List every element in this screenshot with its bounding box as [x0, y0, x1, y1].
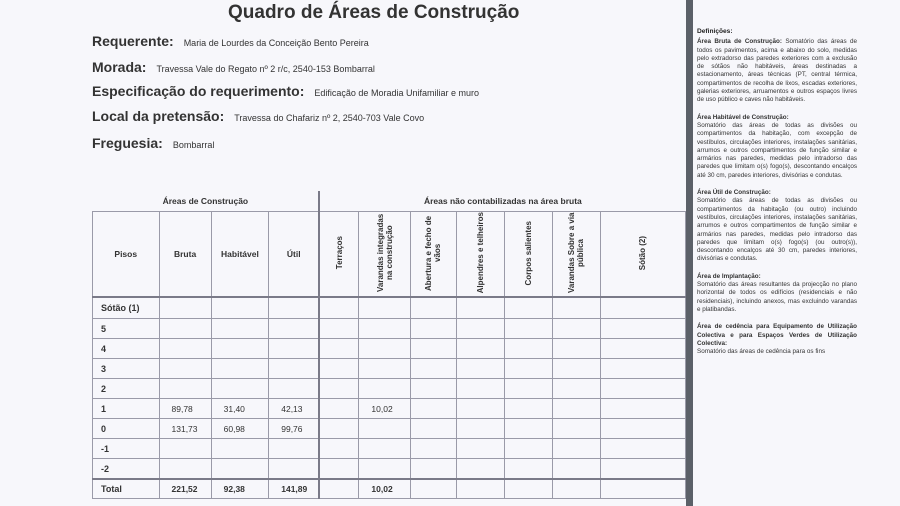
bruta-cell: [159, 439, 211, 459]
definition-title: Área Útil de Construção:: [697, 189, 771, 197]
col-sotao2: [600, 212, 685, 298]
field-label: Local da pretensão:: [92, 108, 225, 124]
alpendres-cell: [456, 339, 504, 359]
field-morada: [92, 59, 375, 75]
field-local: [92, 108, 424, 124]
col-corpos-label: Corpos salientes: [523, 220, 533, 286]
terracos-cell: [319, 439, 359, 459]
habitavel-cell: [211, 439, 269, 459]
alpendres-cell: [456, 297, 504, 319]
definition-title: Área Bruta de Construção:: [697, 38, 782, 46]
abertura-cell: [410, 459, 456, 480]
varandas-via-cell: [552, 419, 600, 439]
definition-text: Somatório das áreas de cedência para os fins: [697, 348, 826, 356]
corpos-cell: [504, 297, 552, 319]
habitavel-cell: 31,40: [211, 399, 269, 419]
table-row: [93, 399, 686, 419]
terracos-cell: [319, 339, 359, 359]
col-alpendres-label: Alpendres e telheiros: [475, 212, 485, 294]
col-terracos: [319, 212, 359, 298]
terracos-cell: [319, 479, 359, 499]
terracos-cell: [319, 419, 359, 439]
definition-title: Área de cedência para Equipamento de Utilização Colectiva e para Espaços Verdes de Utilização Colectiva:: [697, 323, 857, 347]
util-cell: [269, 359, 320, 379]
abertura-cell: [410, 339, 456, 359]
varandas-via-cell: [552, 339, 600, 359]
terracos-cell: [319, 297, 359, 319]
util-cell: [269, 319, 320, 339]
floor-cell: 0: [93, 419, 160, 439]
table-group-header: [93, 191, 686, 212]
util-cell: 42,13: [269, 399, 320, 419]
alpendres-cell: [456, 479, 504, 499]
table-row: [93, 319, 686, 339]
field-label: Freguesia:: [92, 135, 163, 151]
sotao2-cell: [600, 359, 685, 379]
definition-section: [697, 114, 857, 180]
habitavel-cell: 60,98: [211, 419, 269, 439]
floor-cell: Total: [93, 479, 160, 499]
util-cell: [269, 439, 320, 459]
varandas-via-cell: [552, 359, 600, 379]
habitavel-cell: 92,38: [211, 479, 269, 499]
bruta-cell: 221,52: [159, 479, 211, 499]
abertura-cell: [410, 399, 456, 419]
bruta-cell: [159, 379, 211, 399]
col-corpos: [504, 212, 552, 298]
definition-section: [697, 273, 857, 314]
table-row: [93, 339, 686, 359]
alpendres-cell: [456, 439, 504, 459]
habitavel-cell: [211, 319, 269, 339]
varandas-cell: [359, 379, 410, 399]
sotao2-cell: [600, 319, 685, 339]
varandas-via-cell: [552, 479, 600, 499]
col-abertura: [410, 212, 456, 298]
field-value: Travessa do Chafariz nº 2, 2540-703 Vale Covo: [234, 113, 425, 123]
corpos-cell: [504, 319, 552, 339]
field-label: Requerente:: [92, 33, 174, 49]
util-cell: 99,76: [269, 419, 320, 439]
habitavel-cell: [211, 359, 269, 379]
habitavel-cell: [211, 459, 269, 480]
varandas-cell: [359, 297, 410, 319]
varandas-cell: [359, 339, 410, 359]
terracos-cell: [319, 379, 359, 399]
definition-text: Somatório das áreas de todos os pavimentos, acima e abaixo do solo, medidas pelo extradorso das paredes exteriores com a exclusão de sótãos não habitáveis, áreas destinadas a estacionamento, áreas técnicas (PT, central térmica, compartimentos de recolha de lixos, escadas exteriores, galerias exteriores, arruamentos e outros espaços livres de uso público e caves não habitáveis.: [697, 38, 857, 104]
col-varandas-via: [552, 212, 600, 298]
alpendres-cell: [456, 379, 504, 399]
table-row: [93, 419, 686, 439]
definition-title: Área de Implantação:: [697, 272, 761, 280]
varandas-via-cell: [552, 439, 600, 459]
bruta-cell: 131,73: [159, 419, 211, 439]
definition-title: Área Habitável de Construção:: [697, 113, 789, 121]
table-row: [93, 359, 686, 379]
abertura-cell: [410, 479, 456, 499]
page-title: Quadro de Áreas de Construção: [228, 2, 520, 23]
bruta-cell: [159, 359, 211, 379]
bruta-cell: [159, 319, 211, 339]
varandas-via-cell: [552, 297, 600, 319]
col-varandas: [359, 212, 410, 298]
definitions-panel: [697, 28, 857, 506]
floor-cell: 5: [93, 319, 160, 339]
varandas-cell: 10,02: [359, 479, 410, 499]
sotao2-cell: [600, 399, 685, 419]
col-terracos-label: Terraços: [334, 236, 344, 270]
bruta-cell: [159, 297, 211, 319]
definition-text: Somatório das áreas resultantes da projecção no plano horizontal de todos os edifícios (residenciais e não residenciais), incluindo anexos, mas excluindo varandas e platibandas.: [697, 281, 857, 313]
sotao2-cell: [600, 339, 685, 359]
group-header-right: Áreas não contabilizadas na área bruta: [319, 191, 685, 212]
col-habitavel: Habitável: [211, 212, 269, 298]
definition-text: Somatório das áreas de todas as divisões ou compartimentos da habitação (ou outro) incluindo vestíbulos, circulações interiores, instalações sanitárias, arrumos e outros compartimentos de função similar e armários nas paredes, medidas pelo intradorso das paredes que limitam o(s) fogo(s) (ou outro(s)), descontando encalços até 30 cm, paredes interiores, divisórias e condutas.: [697, 197, 857, 263]
table-column-header: [93, 212, 686, 298]
terracos-cell: [319, 399, 359, 419]
util-cell: [269, 339, 320, 359]
col-sotao2-label: Sótão (2): [638, 235, 648, 271]
varandas-cell: [359, 439, 410, 459]
alpendres-cell: [456, 419, 504, 439]
table-row: [93, 439, 686, 459]
group-header-left: Áreas de Construção: [93, 191, 320, 212]
col-abertura-label: Abertura e fecho de vãos: [424, 215, 443, 291]
alpendres-cell: [456, 319, 504, 339]
floor-cell: 2: [93, 379, 160, 399]
definition-section: [697, 189, 857, 264]
field-value: Bombarral: [172, 140, 215, 150]
col-bruta: Bruta: [159, 212, 211, 298]
sotao2-cell: [600, 379, 685, 399]
corpos-cell: [504, 359, 552, 379]
sotao2-cell: [600, 419, 685, 439]
definition-text: Somatório das áreas de todas as divisões ou compartimentos da habitação, com excepção de vestíbulos, circulações interiores, instalações sanitárias, arrumos e outros compartimentos de função similar e armários nas paredes, medidas pelo intradorso das paredes que limitam o(s) fogo(s), descontando encalços até 30 cm, paredes interiores, divisórias e condutas.: [697, 121, 857, 179]
corpos-cell: [504, 339, 552, 359]
field-value: Travessa Vale do Regato nº 2 r/c, 2540-153 Bombarral: [156, 64, 375, 74]
varandas-cell: [359, 319, 410, 339]
varandas-cell: 10,02: [359, 399, 410, 419]
bruta-cell: 89,78: [159, 399, 211, 419]
page-divider: [686, 0, 693, 506]
table-total-row: [93, 479, 686, 499]
corpos-cell: [504, 439, 552, 459]
floor-cell: 3: [93, 359, 160, 379]
alpendres-cell: [456, 459, 504, 480]
definitions-heading: Definições:: [697, 28, 733, 35]
sotao2-cell: [600, 297, 685, 319]
varandas-via-cell: [552, 399, 600, 419]
field-especificacao: [92, 83, 479, 99]
col-varandas-via-label: Varandas Sobre a via pública: [567, 212, 586, 294]
abertura-cell: [410, 379, 456, 399]
util-cell: 141,89: [269, 479, 320, 499]
col-varandas-label: Varandas integradas na construção: [375, 213, 394, 293]
corpos-cell: [504, 459, 552, 480]
corpos-cell: [504, 479, 552, 499]
field-freguesia: [92, 135, 214, 151]
util-cell: [269, 379, 320, 399]
field-value: Maria de Lourdes da Conceição Bento Pereira: [183, 38, 369, 48]
table-row: [93, 297, 686, 319]
varandas-via-cell: [552, 319, 600, 339]
abertura-cell: [410, 439, 456, 459]
habitavel-cell: [211, 339, 269, 359]
field-value: Edificação de Moradia Unifamiliar e muro: [314, 88, 479, 98]
sotao2-cell: [600, 439, 685, 459]
areas-table: [92, 191, 686, 499]
util-cell: [269, 297, 320, 319]
alpendres-cell: [456, 359, 504, 379]
field-label: Morada:: [92, 59, 147, 75]
table-row: [93, 379, 686, 399]
terracos-cell: [319, 459, 359, 480]
floor-cell: Sótão (1): [93, 297, 160, 319]
definition-section: [697, 323, 857, 356]
habitavel-cell: [211, 379, 269, 399]
floor-cell: -2: [93, 459, 160, 480]
abertura-cell: [410, 359, 456, 379]
corpos-cell: [504, 419, 552, 439]
field-requerente: [92, 33, 369, 49]
habitavel-cell: [211, 297, 269, 319]
field-label: Especificação do requerimento:: [92, 83, 305, 99]
abertura-cell: [410, 419, 456, 439]
sotao2-cell: [600, 459, 685, 480]
corpos-cell: [504, 379, 552, 399]
abertura-cell: [410, 319, 456, 339]
bruta-cell: [159, 339, 211, 359]
floor-cell: 4: [93, 339, 160, 359]
util-cell: [269, 459, 320, 480]
definition-section: [697, 38, 857, 104]
sotao2-cell: [600, 479, 685, 499]
bruta-cell: [159, 459, 211, 480]
varandas-cell: [359, 419, 410, 439]
floor-cell: 1: [93, 399, 160, 419]
col-alpendres: [456, 212, 504, 298]
alpendres-cell: [456, 399, 504, 419]
col-util: Útil: [269, 212, 320, 298]
varandas-via-cell: [552, 459, 600, 480]
varandas-cell: [359, 459, 410, 480]
varandas-via-cell: [552, 379, 600, 399]
varandas-cell: [359, 359, 410, 379]
terracos-cell: [319, 319, 359, 339]
col-pisos: Pisos: [93, 212, 160, 298]
floor-cell: -1: [93, 439, 160, 459]
terracos-cell: [319, 359, 359, 379]
abertura-cell: [410, 297, 456, 319]
corpos-cell: [504, 399, 552, 419]
table-row: [93, 459, 686, 480]
